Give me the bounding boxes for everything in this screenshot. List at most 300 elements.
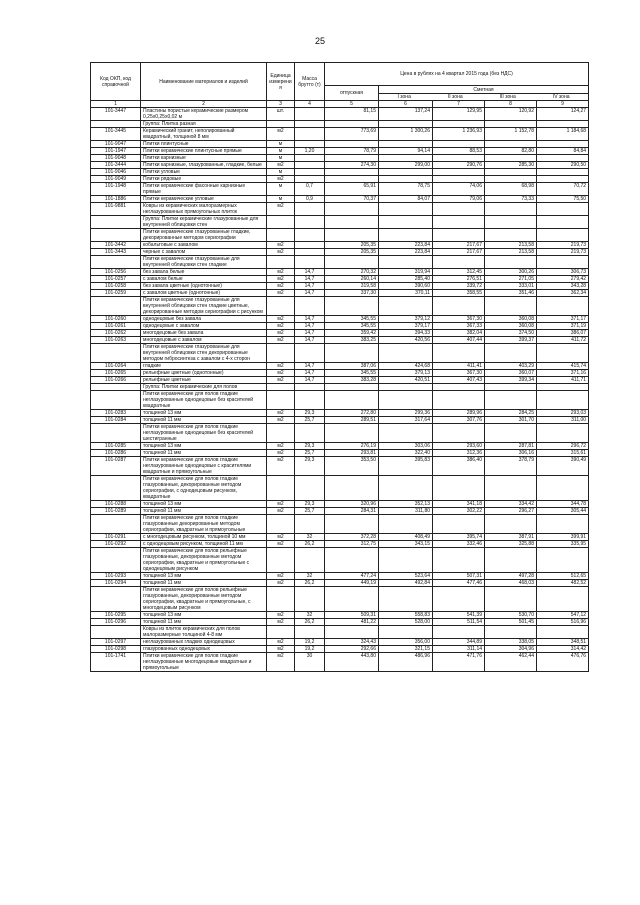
cell-p5 — [537, 229, 589, 242]
cell-unit: м2 — [267, 316, 295, 323]
cell-name: толщиной 13 мм — [141, 501, 267, 508]
cell-name: Плитки керамические для полов гладкие неглазурованные многодецовые квадратные и прямоугольные — [141, 653, 267, 672]
cell-unit — [267, 384, 295, 391]
cell-code: 101-3442 — [91, 242, 141, 249]
col-num: 3 — [267, 101, 295, 108]
cell-unit: м2 — [267, 276, 295, 283]
cell-p2: 1 300,26 — [379, 128, 433, 141]
cell-name: Плитки керамические для полов гладкие неглазурованные однодецовые с красителями квадратные и прямоугольные — [141, 457, 267, 476]
cell-p1: 289,51 — [325, 417, 379, 424]
cell-p4: 287,81 — [485, 443, 537, 450]
cell-code: 101-9881 — [91, 203, 141, 216]
cell-p4 — [485, 229, 537, 242]
cell-p1 — [325, 169, 379, 176]
cell-p2 — [379, 297, 433, 316]
cell-p3: 507,31 — [433, 573, 485, 580]
cell-p5 — [537, 626, 589, 639]
cell-p5: 516,96 — [537, 619, 589, 626]
cell-unit — [267, 515, 295, 534]
cell-unit: м2 — [267, 242, 295, 249]
cell-p5: 293,03 — [537, 410, 589, 417]
col-num: 5 — [325, 101, 379, 108]
cell-p1: 78,79 — [325, 148, 379, 155]
cell-unit — [267, 121, 295, 128]
cell-p1: 324,43 — [325, 639, 379, 646]
cell-p1: 383,28 — [325, 377, 379, 384]
cell-mass: 1,20 — [295, 148, 325, 155]
table-row — [91, 363, 589, 370]
cell-code: 101-9047 — [91, 141, 141, 148]
cell-code: 101-0265 — [91, 370, 141, 377]
cell-p3 — [433, 121, 485, 128]
cell-name: Группа: Плитки керамические для полов — [141, 384, 267, 391]
header-name: Наименование материалов и изделий — [141, 63, 267, 101]
cell-p5 — [537, 587, 589, 612]
table-row — [91, 276, 589, 283]
cell-unit: м2 — [267, 573, 295, 580]
cell-p5 — [537, 203, 589, 216]
cell-p3: 332,46 — [433, 541, 485, 548]
cell-name: однодецовые без завала — [141, 316, 267, 323]
cell-p4: 82,80 — [485, 148, 537, 155]
cell-p1 — [325, 216, 379, 229]
cell-code: 101-9048 — [91, 155, 141, 162]
cell-unit: м — [267, 196, 295, 203]
cell-name: Плитки керамические для полов рельефные глазурованные, декорированные методом сериографии, квадратные и прямоугольные, с многодецовым рисунком — [141, 587, 267, 612]
cell-mass — [295, 108, 325, 121]
cell-name: с завалом белые — [141, 276, 267, 283]
cell-p1 — [325, 344, 379, 363]
cell-unit: м2 — [267, 162, 295, 169]
cell-mass: 14,7 — [295, 323, 325, 330]
cell-p1: 449,19 — [325, 580, 379, 587]
cell-p5: 314,42 — [537, 646, 589, 653]
table-row — [91, 256, 589, 269]
cell-p2 — [379, 587, 433, 612]
cell-mass — [295, 515, 325, 534]
cell-mass — [295, 203, 325, 216]
cell-p5: 512,65 — [537, 573, 589, 580]
cell-p1 — [325, 203, 379, 216]
cell-code — [91, 587, 141, 612]
cell-code: 101-1741 — [91, 653, 141, 672]
cell-code — [91, 391, 141, 410]
cell-p4: 387,91 — [485, 534, 537, 541]
cell-code: 101-3445 — [91, 128, 141, 141]
cell-mass — [295, 476, 325, 501]
cell-p3: 289,96 — [433, 410, 485, 417]
cell-p2: 223,84 — [379, 249, 433, 256]
cell-p2: 558,83 — [379, 612, 433, 619]
cell-p4 — [485, 515, 537, 534]
cell-mass: 19,2 — [295, 646, 325, 653]
cell-p2: 137,24 — [379, 108, 433, 121]
cell-p4: 213,58 — [485, 249, 537, 256]
cell-unit: м2 — [267, 203, 295, 216]
cell-unit: м2 — [267, 176, 295, 183]
cell-p4 — [485, 256, 537, 269]
cell-p5: 279,42 — [537, 276, 589, 283]
cell-name: толщиной 11 мм — [141, 619, 267, 626]
cell-p1: 284,31 — [325, 508, 379, 515]
cell-p5: 411,72 — [537, 337, 589, 344]
cell-mass — [295, 626, 325, 639]
col-num: 4 — [295, 101, 325, 108]
cell-mass: 14,7 — [295, 370, 325, 377]
cell-p4: 351,46 — [485, 290, 537, 297]
header-row — [91, 63, 589, 86]
cell-name: Плитки керамические плинтусные прямые — [141, 148, 267, 155]
cell-p5: 348,51 — [537, 639, 589, 646]
cell-name: кобальтовые с завалом — [141, 242, 267, 249]
table-row — [91, 573, 589, 580]
cell-p4: 399,34 — [485, 377, 537, 384]
cell-p5: 362,34 — [537, 290, 589, 297]
cell-p2: 78,75 — [379, 183, 433, 196]
cell-p2: 285,40 — [379, 276, 433, 283]
cell-p3 — [433, 344, 485, 363]
cell-p4 — [485, 121, 537, 128]
cell-name: с многодецовым рисунком, толщиной 10 мм — [141, 534, 267, 541]
cell-code: 101-0262 — [91, 330, 141, 337]
table-row — [91, 155, 589, 162]
cell-mass: 14,7 — [295, 363, 325, 370]
cell-unit: м2 — [267, 619, 295, 626]
cell-p3: 293,60 — [433, 443, 485, 450]
table-row — [91, 323, 589, 330]
cell-p2: 223,84 — [379, 242, 433, 249]
table-row — [91, 269, 589, 276]
table-row — [91, 148, 589, 155]
cell-p3 — [433, 384, 485, 391]
cell-p5: 344,78 — [537, 501, 589, 508]
cell-code — [91, 548, 141, 573]
cell-p5: 335,95 — [537, 541, 589, 548]
cell-name: Ковры из плиток керамических для полов малоразмерные толщиной 4-8 мм — [141, 626, 267, 639]
table-row — [91, 141, 589, 148]
col-num: 1 — [91, 101, 141, 108]
table-row — [91, 646, 589, 653]
table-row — [91, 297, 589, 316]
cell-p1: 345,55 — [325, 370, 379, 377]
cell-unit: м2 — [267, 323, 295, 330]
cell-p1: 293,81 — [325, 450, 379, 457]
table-row — [91, 653, 589, 672]
table-row — [91, 121, 589, 128]
table-row — [91, 203, 589, 216]
cell-p3: 344,89 — [433, 639, 485, 646]
cell-p3: 307,76 — [433, 417, 485, 424]
col-num: 7 — [433, 101, 485, 108]
cell-p3: 386,40 — [433, 457, 485, 476]
cell-p3 — [433, 587, 485, 612]
cell-unit — [267, 548, 295, 573]
cell-code: 101-0296 — [91, 619, 141, 626]
table-row — [91, 508, 589, 515]
cell-p3: 217,67 — [433, 249, 485, 256]
cell-code: 101-0257 — [91, 276, 141, 283]
cell-unit: м2 — [267, 457, 295, 476]
table-row — [91, 249, 589, 256]
cell-unit: м — [267, 141, 295, 148]
cell-p3: 74,06 — [433, 183, 485, 196]
cell-p4: 306,16 — [485, 450, 537, 457]
cell-p1: 383,25 — [325, 337, 379, 344]
cell-p1 — [325, 626, 379, 639]
cell-p2: 379,17 — [379, 323, 433, 330]
cell-unit — [267, 391, 295, 410]
cell-p5: 390,49 — [537, 457, 589, 476]
cell-p2 — [379, 203, 433, 216]
cell-name: с завалом цветные (однотонные) — [141, 290, 267, 297]
cell-p4: 403,29 — [485, 363, 537, 370]
cell-mass — [295, 548, 325, 573]
cell-unit — [267, 626, 295, 639]
cell-code: 101-0297 — [91, 639, 141, 646]
cell-p5: 84,84 — [537, 148, 589, 155]
cell-name: толщиной 13 мм — [141, 443, 267, 450]
cell-p5: 371,17 — [537, 316, 589, 323]
cell-name: Керамический гранит, неполированный квадратный, толщиной 8 мм — [141, 128, 267, 141]
cell-mass — [295, 256, 325, 269]
cell-p4: 399,37 — [485, 337, 537, 344]
cell-name: глазурованных однодецовых — [141, 646, 267, 653]
cell-code: 101-3444 — [91, 162, 141, 169]
cell-p4: 334,42 — [485, 501, 537, 508]
cell-p2: 370,11 — [379, 290, 433, 297]
cell-p5: 296,72 — [537, 443, 589, 450]
cell-unit: м2 — [267, 370, 295, 377]
table-row — [91, 541, 589, 548]
cell-name: многодецовые с завалом — [141, 337, 267, 344]
cell-p1: 270,32 — [325, 269, 379, 276]
cell-name: Плитки керамические для полов рельефные глазурованные, декорированные методом сериографии, квадратные и прямоугольные с однодецовым рисунком — [141, 548, 267, 573]
cell-p5: 371,16 — [537, 370, 589, 377]
cell-unit: м — [267, 155, 295, 162]
table-row — [91, 612, 589, 619]
table-row — [91, 242, 589, 249]
cell-p2 — [379, 384, 433, 391]
cell-p5: 482,52 — [537, 580, 589, 587]
cell-code: 101-0286 — [91, 450, 141, 457]
cell-mass — [295, 391, 325, 410]
cell-p5 — [537, 216, 589, 229]
cell-p3 — [433, 548, 485, 573]
cell-mass: 25,7 — [295, 450, 325, 457]
cell-p5: 547,12 — [537, 612, 589, 619]
cell-p1 — [325, 297, 379, 316]
cell-code: 101-0283 — [91, 410, 141, 417]
col-num: 6 — [379, 101, 433, 108]
cell-p3: 395,74 — [433, 534, 485, 541]
header-zone2: II зона — [447, 93, 463, 100]
cell-unit: м2 — [267, 639, 295, 646]
cell-p4: 333,01 — [485, 283, 537, 290]
cell-p1 — [325, 424, 379, 443]
cell-name: Плитки карнизные, глазурованные, гладкие, белые — [141, 162, 267, 169]
cell-code — [91, 216, 141, 229]
cell-p3 — [433, 203, 485, 216]
cell-p2: 322,40 — [379, 450, 433, 457]
cell-name: Пластины пористые керамические размером 0,25х0,25х0,02 м — [141, 108, 267, 121]
cell-p3 — [433, 229, 485, 242]
cell-p2 — [379, 256, 433, 269]
table-row — [91, 626, 589, 639]
cell-p4: 468,03 — [485, 580, 537, 587]
cell-unit: м2 — [267, 508, 295, 515]
cell-p3: 79,06 — [433, 196, 485, 203]
cell-p3: 407,43 — [433, 377, 485, 384]
cell-code: 101-0292 — [91, 541, 141, 548]
cell-unit: шт. — [267, 108, 295, 121]
cell-p5 — [537, 391, 589, 410]
cell-p1: 319,58 — [325, 283, 379, 290]
cell-unit: м2 — [267, 653, 295, 672]
cell-unit: м2 — [267, 249, 295, 256]
cell-p3: 367,30 — [433, 370, 485, 377]
cell-p3: 407,44 — [433, 337, 485, 344]
table-row — [91, 580, 589, 587]
cell-p4: 213,58 — [485, 242, 537, 249]
cell-code: 101-9049 — [91, 176, 141, 183]
cell-mass — [295, 121, 325, 128]
cell-code — [91, 229, 141, 242]
cell-mass — [295, 242, 325, 249]
cell-p3: 311,14 — [433, 646, 485, 653]
cell-p2: 94,14 — [379, 148, 433, 155]
cell-name: Группа: Плитка разная — [141, 121, 267, 128]
cell-p5: 1 184,68 — [537, 128, 589, 141]
cell-p2: 352,13 — [379, 501, 433, 508]
cell-code: 101-0260 — [91, 316, 141, 323]
cell-mass — [295, 229, 325, 242]
cell-p4 — [485, 216, 537, 229]
cell-p4: 378,79 — [485, 457, 537, 476]
cell-p1: 205,35 — [325, 242, 379, 249]
cell-p2 — [379, 141, 433, 148]
cell-p2: 528,00 — [379, 619, 433, 626]
cell-p4: 325,88 — [485, 541, 537, 548]
page-number: 25 — [314, 36, 325, 46]
cell-p2 — [379, 229, 433, 242]
cell-mass: 26,2 — [295, 580, 325, 587]
cell-mass — [295, 249, 325, 256]
cell-p3: 129,95 — [433, 108, 485, 121]
cell-p5 — [537, 141, 589, 148]
cell-mass: 26,2 — [295, 541, 325, 548]
cell-p2: 84,07 — [379, 196, 433, 203]
cell-name: с однодецовым рисунком, толщиной 11 мм — [141, 541, 267, 548]
cell-code — [91, 424, 141, 443]
cell-p3 — [433, 297, 485, 316]
cell-p4: 462,44 — [485, 653, 537, 672]
cell-name: Плитки карнизные — [141, 155, 267, 162]
cell-name: толщиной 13 мм — [141, 612, 267, 619]
cell-p5: 371,19 — [537, 323, 589, 330]
cell-p5 — [537, 297, 589, 316]
cell-p2: 319,94 — [379, 269, 433, 276]
cell-mass: 19,2 — [295, 639, 325, 646]
cell-unit — [267, 476, 295, 501]
cell-p1 — [325, 155, 379, 162]
cell-p3 — [433, 176, 485, 183]
cell-p5: 315,61 — [537, 450, 589, 457]
table-row — [91, 424, 589, 443]
cell-p5: 386,07 — [537, 330, 589, 337]
cell-name: толщиной 13 мм — [141, 410, 267, 417]
header-zone1: I зона — [397, 93, 411, 100]
cell-code: 101-0259 — [91, 290, 141, 297]
cell-mass: 29,3 — [295, 443, 325, 450]
cell-name: однодецовые с завалом — [141, 323, 267, 330]
cell-mass: 14,7 — [295, 276, 325, 283]
cell-code: 101-0256 — [91, 269, 141, 276]
cell-mass: 14,7 — [295, 269, 325, 276]
cell-p2: 379,13 — [379, 370, 433, 377]
cell-p4: 374,50 — [485, 330, 537, 337]
cell-p4 — [485, 424, 537, 443]
cell-mass — [295, 155, 325, 162]
cell-mass: 29,3 — [295, 457, 325, 476]
cell-name: Плитки плинтусные — [141, 141, 267, 148]
cell-p2 — [379, 169, 433, 176]
cell-p3: 367,30 — [433, 316, 485, 323]
cell-unit: м — [267, 183, 295, 196]
table-row — [91, 410, 589, 417]
cell-code: 101-0287 — [91, 457, 141, 476]
cell-p4: 304,96 — [485, 646, 537, 653]
cell-p4: 120,92 — [485, 108, 537, 121]
cell-p2: 303,06 — [379, 443, 433, 450]
cell-p3: 541,39 — [433, 612, 485, 619]
cell-p2: 395,83 — [379, 457, 433, 476]
cell-p1: 337,30 — [325, 290, 379, 297]
cell-p5: 124,27 — [537, 108, 589, 121]
cell-code: 101-9046 — [91, 169, 141, 176]
cell-unit: м2 — [267, 269, 295, 276]
cell-mass: 0,7 — [295, 183, 325, 196]
cell-mass: 25,7 — [295, 417, 325, 424]
cell-unit: м2 — [267, 612, 295, 619]
cell-mass: 29,3 — [295, 410, 325, 417]
table-row — [91, 457, 589, 476]
cell-unit: м2 — [267, 283, 295, 290]
cell-name: Плитки керамические для полов гладкие глазурованные, декорированные методом сериографии, с однодецовым рисунком, квадратные — [141, 476, 267, 501]
cell-p1 — [325, 548, 379, 573]
cell-name: Ковры из керамических малоразмерных неглазурованных прямоугольных плиток — [141, 203, 267, 216]
cell-p1: 509,31 — [325, 612, 379, 619]
cell-p1 — [325, 476, 379, 501]
cell-p1: 387,06 — [325, 363, 379, 370]
cell-name: Плитки керамические фасонные карнизные прямые — [141, 183, 267, 196]
cell-name: рельефные цветные — [141, 377, 267, 384]
cell-p1: 345,55 — [325, 323, 379, 330]
cell-p1: 274,30 — [325, 162, 379, 169]
price-table — [90, 62, 589, 672]
table-row — [91, 443, 589, 450]
cell-p1: 481,22 — [325, 619, 379, 626]
cell-mass: 32 — [295, 612, 325, 619]
cell-unit: м2 — [267, 646, 295, 653]
cell-mass: 26,2 — [295, 619, 325, 626]
cell-p2 — [379, 344, 433, 363]
cell-p3: 367,33 — [433, 323, 485, 330]
cell-p2: 299,00 — [379, 162, 433, 169]
cell-code — [91, 626, 141, 639]
cell-name: Плитки керамические для полов гладкие глазурованные декорированные методом сериографии, квадратные и прямоугольные — [141, 515, 267, 534]
cell-code: 101-1947 — [91, 148, 141, 155]
cell-p4: 501,45 — [485, 619, 537, 626]
